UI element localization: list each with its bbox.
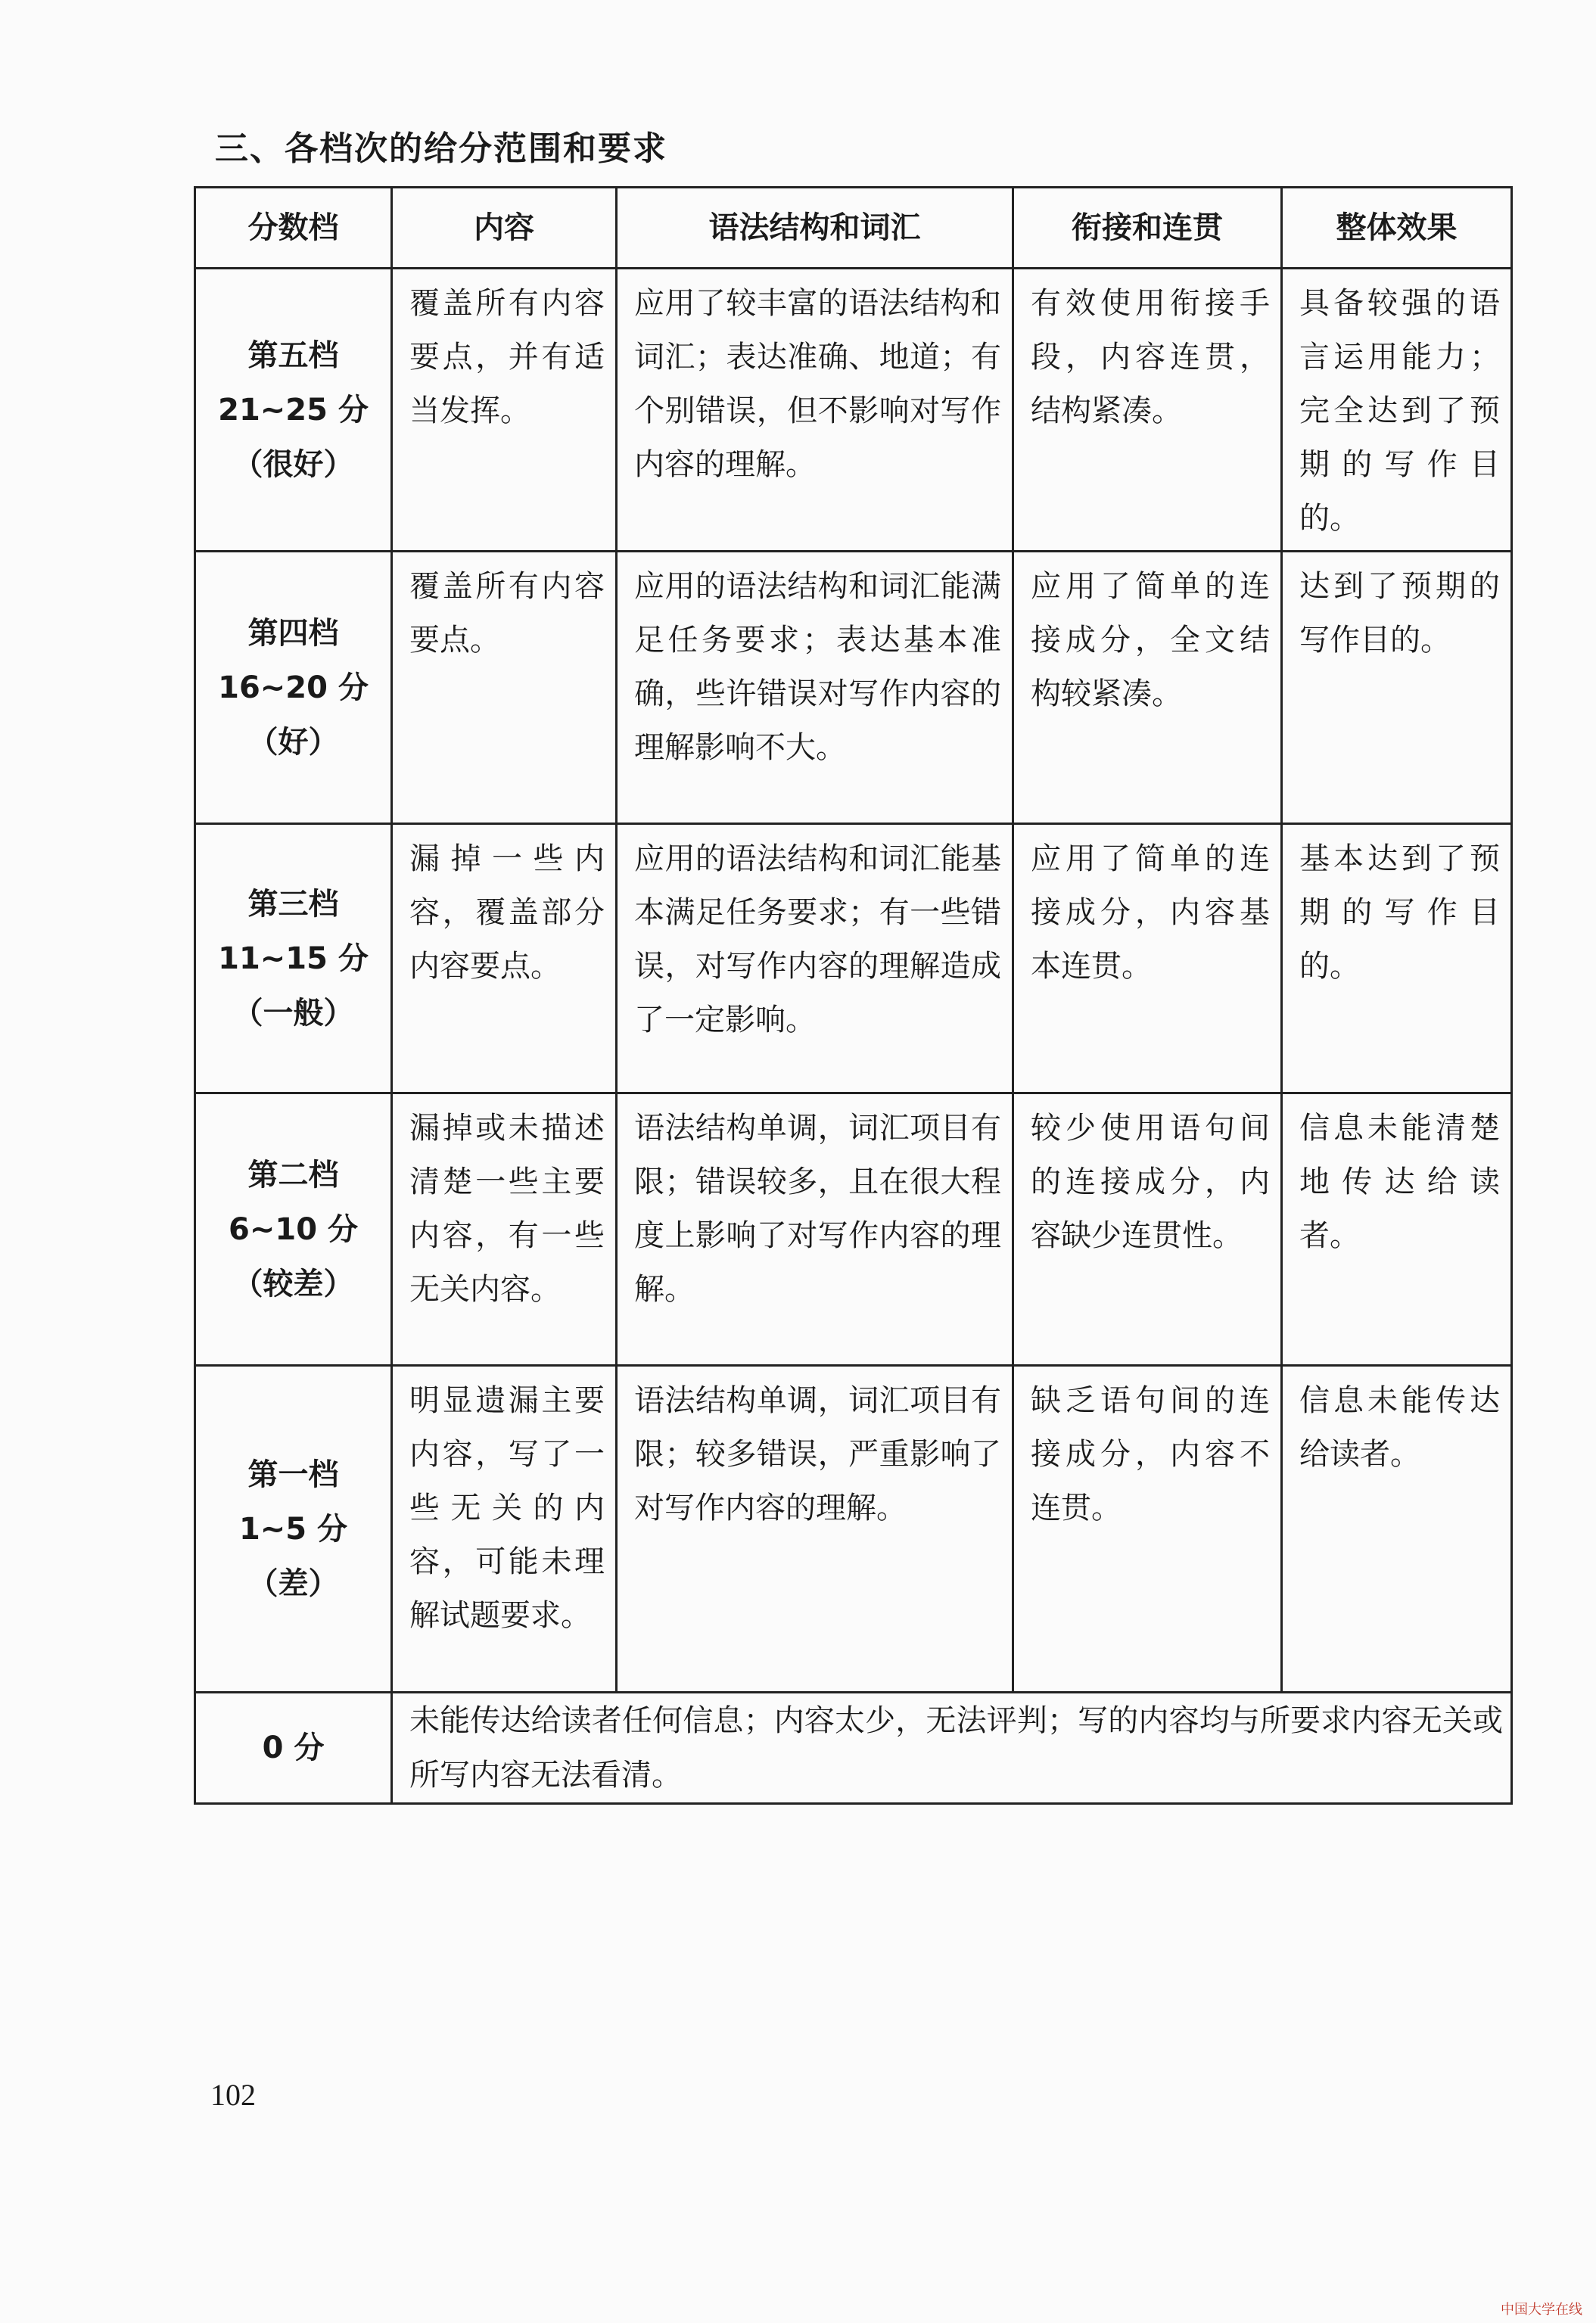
cohesion-cell: 缺乏语句间的连接成分，内容不连贯。 — [1013, 1366, 1282, 1693]
overall-cell: 信息未能清楚地传达给读者。 — [1282, 1093, 1512, 1366]
level-cell — [195, 1693, 392, 1804]
level-name: 第四档 — [247, 615, 339, 651]
table-row — [195, 552, 1512, 824]
level-cell — [195, 552, 392, 824]
content-cell: 漏掉一些内容，覆盖部分内容要点。 — [392, 824, 617, 1093]
grammar-cell: 语法结构单调，词汇项目有限；错误较多，且在很大程度上影响了对写作内容的理解。 — [617, 1093, 1013, 1366]
page-heading: 三、各档次的给分范围和要求 — [215, 129, 667, 168]
content-cell: 明显遗漏主要内容，写了一些无关的内容，可能未理解试题要求。 — [392, 1366, 617, 1693]
level-cell — [195, 1093, 392, 1366]
overall-cell: 信息未能传达给读者。 — [1282, 1366, 1512, 1693]
table-header-row — [195, 188, 1512, 269]
level-name: 第一档 — [247, 1457, 339, 1492]
cohesion-cell: 有效使用衔接手段，内容连贯，结构紧凑。 — [1013, 269, 1282, 552]
cohesion-cell: 较少使用语句间的连接成分，内容缺少连贯性。 — [1013, 1093, 1282, 1366]
level-name: 第五档 — [247, 337, 339, 373]
grammar-cell: 应用的语法结构和词汇能基本满足任务要求；有一些错误，对写作内容的理解造成了一定影响。 — [617, 824, 1013, 1093]
grammar-cell: 语法结构单调，词汇项目有限；较多错误，严重影响了对写作内容的理解。 — [617, 1366, 1013, 1693]
table-row — [195, 269, 1512, 552]
level-range: 21~25 分 — [218, 392, 369, 428]
level-note: （差） — [247, 1566, 339, 1601]
column-header-level: 分数档 — [195, 188, 392, 269]
level-name: 第二档 — [247, 1157, 339, 1193]
level-name: 0 分 — [262, 1731, 325, 1765]
content-cell: 漏掉或未描述清楚一些主要内容，有一些无关内容。 — [392, 1093, 617, 1366]
cohesion-cell: 应用了简单的连接成分，全文结构较紧凑。 — [1013, 552, 1282, 824]
table-row — [195, 1366, 1512, 1693]
level-note: （较差） — [232, 1266, 354, 1301]
level-note: （很好） — [232, 446, 354, 482]
level-note: （好） — [247, 724, 339, 760]
table-row-zero — [195, 1693, 1512, 1804]
grammar-cell: 应用了较丰富的语法结构和词汇；表达准确、地道；有个别错误，但不影响对写作内容的理解。 — [617, 269, 1013, 552]
level-range: 11~15 分 — [218, 941, 369, 976]
column-header-grammar: 语法结构和词汇 — [617, 188, 1013, 269]
overall-cell: 具备较强的语言运用能力；完全达到了预期的写作目的。 — [1282, 269, 1512, 552]
level-range: 16~20 分 — [218, 670, 369, 705]
page-number: 102 — [210, 2078, 256, 2112]
level-name: 第三档 — [247, 886, 339, 922]
level-cell — [195, 824, 392, 1093]
level-range: 1~5 分 — [238, 1511, 348, 1547]
watermark: 中国大学在线 — [1501, 2302, 1582, 2318]
grammar-cell: 应用的语法结构和词汇能满足任务要求；表达基本准确，些许错误对写作内容的理解影响不大。 — [617, 552, 1013, 824]
cohesion-cell: 应用了简单的连接成分，内容基本连贯。 — [1013, 824, 1282, 1093]
level-cell — [195, 269, 392, 552]
scoring-rubric-table — [194, 186, 1513, 1805]
level-range: 6~10 分 — [229, 1211, 358, 1247]
level-cell — [195, 1366, 392, 1693]
zero-description-cell: 未能传达给读者任何信息；内容太少，无法评判；写的内容均与所要求内容无关或所写内容无法看清。 — [392, 1693, 1512, 1804]
column-header-content: 内容 — [392, 188, 617, 269]
table-row — [195, 824, 1512, 1093]
overall-cell: 达到了预期的写作目的。 — [1282, 552, 1512, 824]
column-header-overall: 整体效果 — [1282, 188, 1512, 269]
level-note: （一般） — [232, 995, 354, 1031]
column-header-cohesion: 衔接和连贯 — [1013, 188, 1282, 269]
content-cell: 覆盖所有内容要点。 — [392, 552, 617, 824]
overall-cell: 基本达到了预期的写作目的。 — [1282, 824, 1512, 1093]
table-row — [195, 1093, 1512, 1366]
content-cell: 覆盖所有内容要点，并有适当发挥。 — [392, 269, 617, 552]
